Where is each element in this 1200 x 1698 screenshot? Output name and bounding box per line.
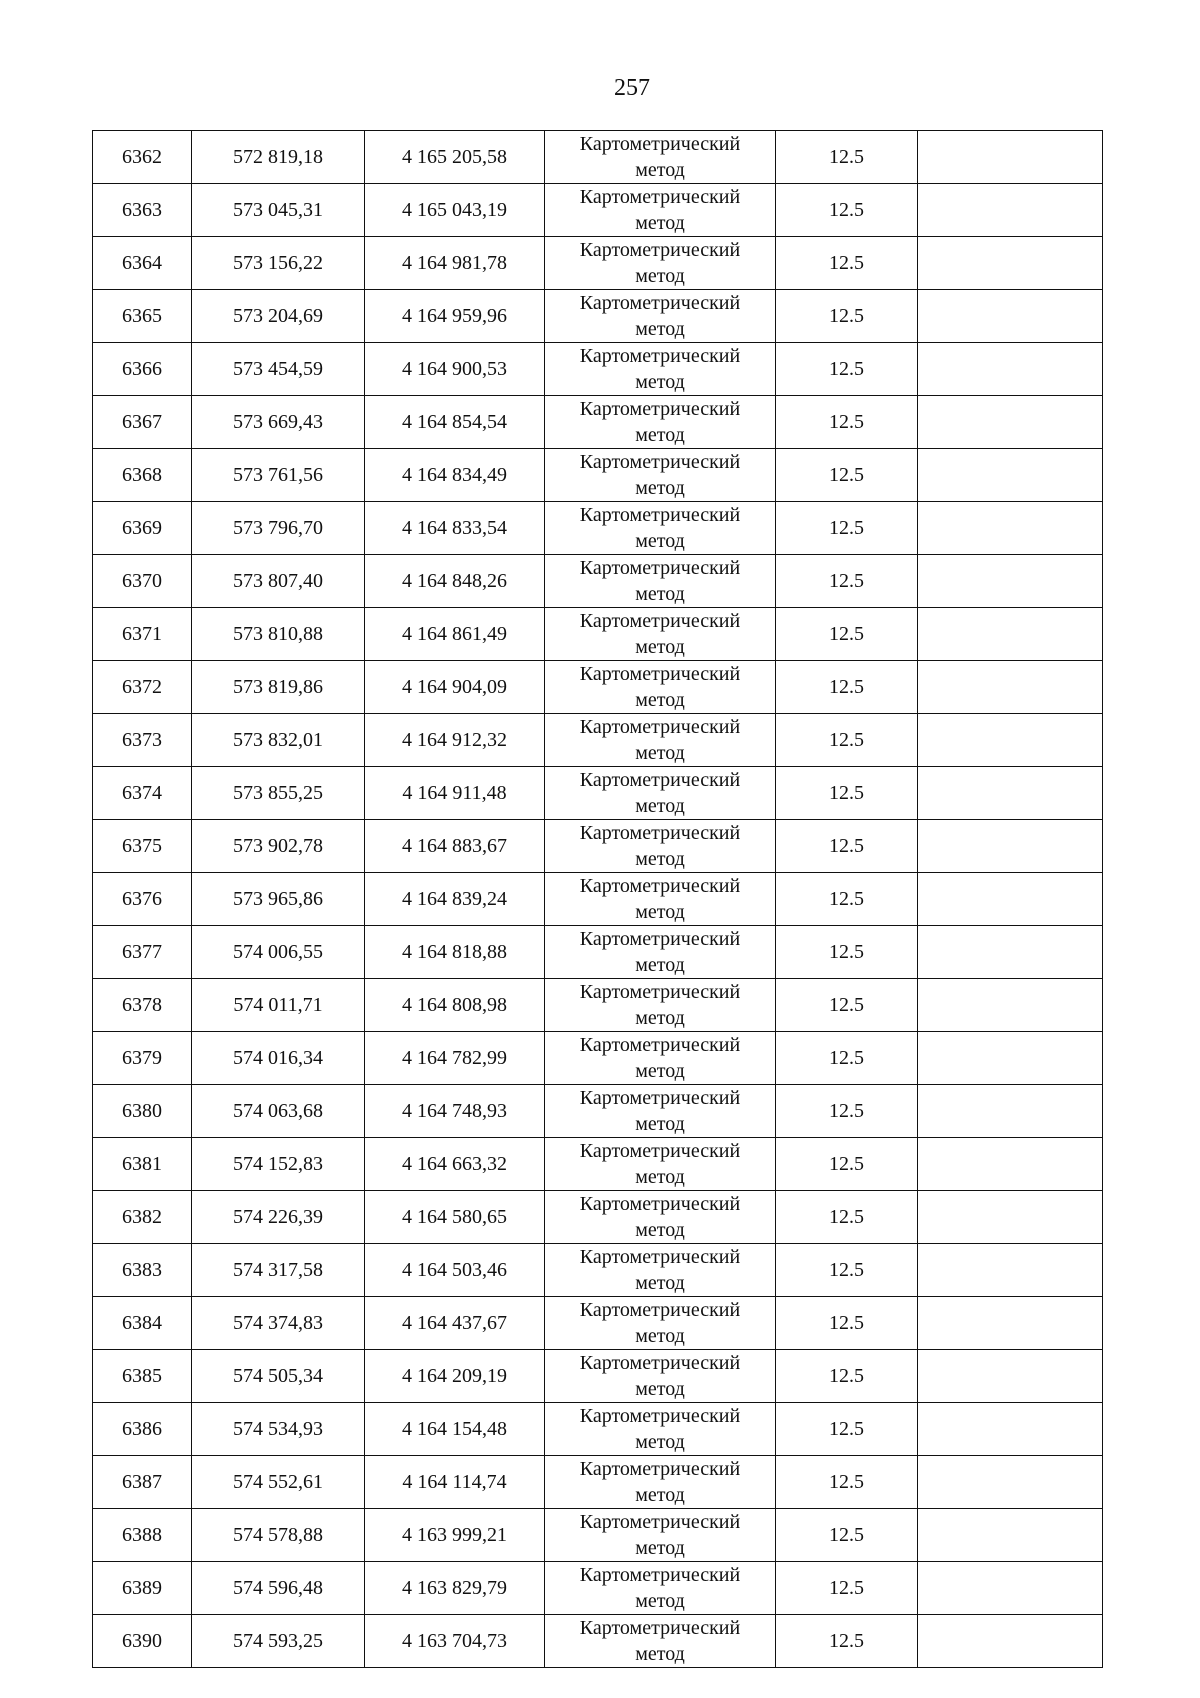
accuracy-cell: 12.5 (776, 1244, 918, 1297)
method-line-2: метод (635, 1113, 685, 1135)
y-coordinate-cell: 4 164 854,54 (365, 396, 545, 449)
table-row (93, 343, 1103, 396)
method-line-2: метод (635, 318, 685, 340)
point-number-cell: 6381 (93, 1138, 192, 1191)
x-coordinate-cell: 573 045,31 (192, 184, 365, 237)
x-coordinate-cell: 573 454,59 (192, 343, 365, 396)
method-line-1: Картометрический (579, 1087, 741, 1109)
y-coordinate-cell: 4 164 981,78 (365, 237, 545, 290)
method-cell (545, 1350, 776, 1403)
accuracy-cell: 12.5 (776, 290, 918, 343)
method-cell (545, 237, 776, 290)
method-line-2: метод (635, 371, 685, 393)
method-line-2: метод (635, 742, 685, 764)
table-row (93, 1350, 1103, 1403)
accuracy-cell: 12.5 (776, 396, 918, 449)
x-coordinate-cell: 574 317,58 (192, 1244, 365, 1297)
method-line-2: метод (635, 954, 685, 976)
table-row (93, 767, 1103, 820)
method-line-2: метод (635, 636, 685, 658)
method-line-2: метод (635, 1272, 685, 1294)
empty-cell (918, 1191, 1103, 1244)
x-coordinate-cell: 573 819,86 (192, 661, 365, 714)
table-row (93, 1615, 1103, 1668)
method-line-2: метод (635, 265, 685, 287)
y-coordinate-cell: 4 164 912,32 (365, 714, 545, 767)
y-coordinate-cell: 4 165 205,58 (365, 131, 545, 184)
accuracy-cell: 12.5 (776, 608, 918, 661)
method-line-1: Картометрический (579, 1458, 741, 1480)
empty-cell (918, 1562, 1103, 1615)
point-number-cell: 6362 (93, 131, 192, 184)
point-number-cell: 6382 (93, 1191, 192, 1244)
method-line-2: метод (635, 1537, 685, 1559)
x-coordinate-cell: 574 505,34 (192, 1350, 365, 1403)
accuracy-cell: 12.5 (776, 1509, 918, 1562)
table-row (93, 661, 1103, 714)
empty-cell (918, 131, 1103, 184)
point-number-cell: 6369 (93, 502, 192, 555)
x-coordinate-cell: 574 596,48 (192, 1562, 365, 1615)
point-number-cell: 6389 (93, 1562, 192, 1615)
method-cell (545, 767, 776, 820)
method-line-1: Картометрический (579, 1246, 741, 1268)
table-row (93, 1456, 1103, 1509)
method-line-2: метод (635, 159, 685, 181)
method-line-1: Картометрический (579, 557, 741, 579)
y-coordinate-cell: 4 164 959,96 (365, 290, 545, 343)
accuracy-cell: 12.5 (776, 767, 918, 820)
point-number-cell: 6388 (93, 1509, 192, 1562)
x-coordinate-cell: 574 011,71 (192, 979, 365, 1032)
x-coordinate-cell: 574 552,61 (192, 1456, 365, 1509)
table-row (93, 820, 1103, 873)
method-line-1: Картометрический (579, 875, 741, 897)
table-row (93, 502, 1103, 555)
empty-cell (918, 184, 1103, 237)
method-cell (545, 396, 776, 449)
method-line-1: Картометрический (579, 345, 741, 367)
table-row (93, 237, 1103, 290)
accuracy-cell: 12.5 (776, 184, 918, 237)
method-line-1: Картометрический (579, 133, 741, 155)
x-coordinate-cell: 573 810,88 (192, 608, 365, 661)
x-coordinate-cell: 572 819,18 (192, 131, 365, 184)
method-cell (545, 979, 776, 1032)
method-line-2: метод (635, 1431, 685, 1453)
accuracy-cell: 12.5 (776, 661, 918, 714)
x-coordinate-cell: 574 226,39 (192, 1191, 365, 1244)
method-line-2: метод (635, 1590, 685, 1612)
coordinates-table-body (93, 131, 1103, 1668)
point-number-cell: 6365 (93, 290, 192, 343)
method-cell (545, 290, 776, 343)
accuracy-cell: 12.5 (776, 1456, 918, 1509)
accuracy-cell: 12.5 (776, 1350, 918, 1403)
method-cell (545, 555, 776, 608)
method-line-1: Картометрический (579, 504, 741, 526)
method-line-1: Картометрический (579, 1405, 741, 1427)
method-cell (545, 873, 776, 926)
point-number-cell: 6375 (93, 820, 192, 873)
y-coordinate-cell: 4 164 848,26 (365, 555, 545, 608)
empty-cell (918, 396, 1103, 449)
method-line-1: Картометрический (579, 1193, 741, 1215)
accuracy-cell: 12.5 (776, 1191, 918, 1244)
y-coordinate-cell: 4 164 748,93 (365, 1085, 545, 1138)
method-cell (545, 1456, 776, 1509)
point-number-cell: 6368 (93, 449, 192, 502)
empty-cell (918, 555, 1103, 608)
accuracy-cell: 12.5 (776, 1403, 918, 1456)
table-row (93, 1562, 1103, 1615)
y-coordinate-cell: 4 164 900,53 (365, 343, 545, 396)
method-line-2: метод (635, 1060, 685, 1082)
method-cell (545, 1615, 776, 1668)
table-row (93, 1138, 1103, 1191)
method-line-2: метод (635, 583, 685, 605)
y-coordinate-cell: 4 164 818,88 (365, 926, 545, 979)
method-cell (545, 1244, 776, 1297)
method-line-2: метод (635, 689, 685, 711)
point-number-cell: 6380 (93, 1085, 192, 1138)
method-line-1: Картометрический (579, 1140, 741, 1162)
empty-cell (918, 1615, 1103, 1668)
y-coordinate-cell: 4 164 437,67 (365, 1297, 545, 1350)
method-line-2: метод (635, 1166, 685, 1188)
x-coordinate-cell: 574 578,88 (192, 1509, 365, 1562)
empty-cell (918, 1456, 1103, 1509)
table-row (93, 926, 1103, 979)
x-coordinate-cell: 573 156,22 (192, 237, 365, 290)
method-line-2: метод (635, 477, 685, 499)
empty-cell (918, 661, 1103, 714)
point-number-cell: 6364 (93, 237, 192, 290)
y-coordinate-cell: 4 164 911,48 (365, 767, 545, 820)
x-coordinate-cell: 574 016,34 (192, 1032, 365, 1085)
point-number-cell: 6371 (93, 608, 192, 661)
method-cell (545, 184, 776, 237)
method-line-1: Картометрический (579, 928, 741, 950)
method-line-1: Картометрический (579, 1034, 741, 1056)
table-row (93, 290, 1103, 343)
x-coordinate-cell: 573 965,86 (192, 873, 365, 926)
empty-cell (918, 1509, 1103, 1562)
empty-cell (918, 873, 1103, 926)
empty-cell (918, 767, 1103, 820)
accuracy-cell: 12.5 (776, 502, 918, 555)
x-coordinate-cell: 573 761,56 (192, 449, 365, 502)
method-line-2: метод (635, 1643, 685, 1665)
empty-cell (918, 1085, 1103, 1138)
accuracy-cell: 12.5 (776, 1085, 918, 1138)
table-row (93, 449, 1103, 502)
point-number-cell: 6366 (93, 343, 192, 396)
y-coordinate-cell: 4 164 114,74 (365, 1456, 545, 1509)
method-cell (545, 1138, 776, 1191)
y-coordinate-cell: 4 163 704,73 (365, 1615, 545, 1668)
method-cell (545, 502, 776, 555)
method-line-2: метод (635, 212, 685, 234)
point-number-cell: 6385 (93, 1350, 192, 1403)
method-line-1: Картометрический (579, 1617, 741, 1639)
table-row (93, 714, 1103, 767)
x-coordinate-cell: 573 204,69 (192, 290, 365, 343)
y-coordinate-cell: 4 164 580,65 (365, 1191, 545, 1244)
table-row (93, 608, 1103, 661)
method-cell (545, 661, 776, 714)
empty-cell (918, 1032, 1103, 1085)
x-coordinate-cell: 574 006,55 (192, 926, 365, 979)
accuracy-cell: 12.5 (776, 1032, 918, 1085)
point-number-cell: 6374 (93, 767, 192, 820)
method-line-1: Картометрический (579, 1564, 741, 1586)
method-line-2: метод (635, 1484, 685, 1506)
point-number-cell: 6390 (93, 1615, 192, 1668)
point-number-cell: 6372 (93, 661, 192, 714)
accuracy-cell: 12.5 (776, 237, 918, 290)
x-coordinate-cell: 573 807,40 (192, 555, 365, 608)
table-row (93, 555, 1103, 608)
table-row (93, 1085, 1103, 1138)
method-cell (545, 449, 776, 502)
x-coordinate-cell: 573 855,25 (192, 767, 365, 820)
accuracy-cell: 12.5 (776, 555, 918, 608)
y-coordinate-cell: 4 163 999,21 (365, 1509, 545, 1562)
table-row (93, 1244, 1103, 1297)
method-line-2: метод (635, 1378, 685, 1400)
point-number-cell: 6387 (93, 1456, 192, 1509)
accuracy-cell: 12.5 (776, 1615, 918, 1668)
table-row (93, 131, 1103, 184)
method-line-2: метод (635, 848, 685, 870)
y-coordinate-cell: 4 164 503,46 (365, 1244, 545, 1297)
empty-cell (918, 343, 1103, 396)
table-row (93, 1509, 1103, 1562)
method-line-1: Картометрический (579, 1352, 741, 1374)
coordinates-table (92, 130, 1103, 1668)
method-line-2: метод (635, 1007, 685, 1029)
point-number-cell: 6367 (93, 396, 192, 449)
point-number-cell: 6377 (93, 926, 192, 979)
x-coordinate-cell: 574 152,83 (192, 1138, 365, 1191)
x-coordinate-cell: 574 534,93 (192, 1403, 365, 1456)
y-coordinate-cell: 4 164 154,48 (365, 1403, 545, 1456)
method-line-2: метод (635, 530, 685, 552)
x-coordinate-cell: 574 374,83 (192, 1297, 365, 1350)
y-coordinate-cell: 4 164 904,09 (365, 661, 545, 714)
accuracy-cell: 12.5 (776, 873, 918, 926)
method-cell (545, 714, 776, 767)
point-number-cell: 6378 (93, 979, 192, 1032)
point-number-cell: 6373 (93, 714, 192, 767)
method-line-2: метод (635, 795, 685, 817)
y-coordinate-cell: 4 164 883,67 (365, 820, 545, 873)
point-number-cell: 6383 (93, 1244, 192, 1297)
empty-cell (918, 820, 1103, 873)
point-number-cell: 6384 (93, 1297, 192, 1350)
method-cell (545, 1509, 776, 1562)
table-row (93, 1191, 1103, 1244)
table-row (93, 873, 1103, 926)
method-line-2: метод (635, 424, 685, 446)
method-line-1: Картометрический (579, 1511, 741, 1533)
method-line-2: метод (635, 1219, 685, 1241)
table-row (93, 396, 1103, 449)
y-coordinate-cell: 4 164 834,49 (365, 449, 545, 502)
table-row (93, 1032, 1103, 1085)
empty-cell (918, 1403, 1103, 1456)
accuracy-cell: 12.5 (776, 343, 918, 396)
method-line-1: Картометрический (579, 981, 741, 1003)
method-line-2: метод (635, 901, 685, 923)
method-cell (545, 1297, 776, 1350)
method-cell (545, 1191, 776, 1244)
x-coordinate-cell: 573 832,01 (192, 714, 365, 767)
method-cell (545, 343, 776, 396)
empty-cell (918, 1297, 1103, 1350)
method-line-1: Картометрический (579, 451, 741, 473)
empty-cell (918, 1244, 1103, 1297)
point-number-cell: 6370 (93, 555, 192, 608)
table-row (93, 184, 1103, 237)
method-cell (545, 926, 776, 979)
x-coordinate-cell: 573 796,70 (192, 502, 365, 555)
method-cell (545, 820, 776, 873)
point-number-cell: 6376 (93, 873, 192, 926)
x-coordinate-cell: 573 669,43 (192, 396, 365, 449)
table-row (93, 979, 1103, 1032)
method-line-1: Картометрический (579, 239, 741, 261)
method-line-1: Картометрический (579, 822, 741, 844)
method-line-1: Картометрический (579, 769, 741, 791)
empty-cell (918, 1138, 1103, 1191)
y-coordinate-cell: 4 163 829,79 (365, 1562, 545, 1615)
empty-cell (918, 1350, 1103, 1403)
method-line-1: Картометрический (579, 398, 741, 420)
point-number-cell: 6363 (93, 184, 192, 237)
empty-cell (918, 502, 1103, 555)
page-number: 257 (614, 75, 650, 101)
method-line-1: Картометрический (579, 716, 741, 738)
method-line-1: Картометрический (579, 610, 741, 632)
accuracy-cell: 12.5 (776, 1562, 918, 1615)
empty-cell (918, 237, 1103, 290)
y-coordinate-cell: 4 164 861,49 (365, 608, 545, 661)
x-coordinate-cell: 573 902,78 (192, 820, 365, 873)
method-cell (545, 1562, 776, 1615)
y-coordinate-cell: 4 164 663,32 (365, 1138, 545, 1191)
y-coordinate-cell: 4 164 833,54 (365, 502, 545, 555)
table-row (93, 1403, 1103, 1456)
method-line-1: Картометрический (579, 292, 741, 314)
accuracy-cell: 12.5 (776, 714, 918, 767)
accuracy-cell: 12.5 (776, 1297, 918, 1350)
y-coordinate-cell: 4 164 209,19 (365, 1350, 545, 1403)
accuracy-cell: 12.5 (776, 926, 918, 979)
method-line-1: Картометрический (579, 186, 741, 208)
empty-cell (918, 926, 1103, 979)
y-coordinate-cell: 4 165 043,19 (365, 184, 545, 237)
method-cell (545, 131, 776, 184)
method-cell (545, 1403, 776, 1456)
y-coordinate-cell: 4 164 808,98 (365, 979, 545, 1032)
method-line-2: метод (635, 1325, 685, 1347)
x-coordinate-cell: 574 593,25 (192, 1615, 365, 1668)
method-cell (545, 608, 776, 661)
method-line-1: Картометрический (579, 1299, 741, 1321)
empty-cell (918, 449, 1103, 502)
x-coordinate-cell: 574 063,68 (192, 1085, 365, 1138)
accuracy-cell: 12.5 (776, 979, 918, 1032)
point-number-cell: 6386 (93, 1403, 192, 1456)
empty-cell (918, 608, 1103, 661)
method-cell (545, 1032, 776, 1085)
empty-cell (918, 979, 1103, 1032)
method-line-1: Картометрический (579, 663, 741, 685)
y-coordinate-cell: 4 164 839,24 (365, 873, 545, 926)
accuracy-cell: 12.5 (776, 1138, 918, 1191)
method-cell (545, 1085, 776, 1138)
accuracy-cell: 12.5 (776, 449, 918, 502)
accuracy-cell: 12.5 (776, 131, 918, 184)
y-coordinate-cell: 4 164 782,99 (365, 1032, 545, 1085)
point-number-cell: 6379 (93, 1032, 192, 1085)
empty-cell (918, 290, 1103, 343)
table-row (93, 1297, 1103, 1350)
empty-cell (918, 714, 1103, 767)
accuracy-cell: 12.5 (776, 820, 918, 873)
